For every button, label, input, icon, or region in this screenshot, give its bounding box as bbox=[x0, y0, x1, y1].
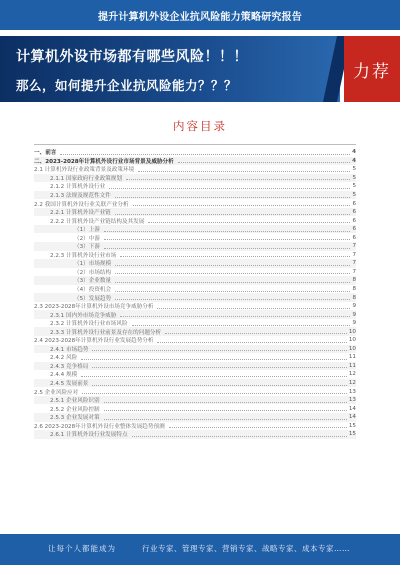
toc-entry-page: 11 bbox=[348, 354, 356, 361]
toc-entry-label: 2.4.5 发展前景 bbox=[50, 381, 89, 388]
toc-entry[interactable] bbox=[34, 302, 356, 311]
toc-entry-page: 9 bbox=[352, 320, 356, 327]
toc-entry-page: 10 bbox=[348, 328, 356, 335]
toc-leader-dots bbox=[120, 256, 350, 257]
toc-entry-label: （4）投资机会 bbox=[74, 287, 112, 294]
toc-entry-page: 8 bbox=[352, 277, 356, 284]
hero-banner bbox=[0, 36, 400, 102]
toc-leader-dots bbox=[104, 248, 351, 249]
toc-entry[interactable] bbox=[34, 362, 356, 371]
report-title-bar bbox=[0, 0, 400, 30]
toc-entry-page: 6 bbox=[352, 200, 356, 207]
toc-entry[interactable] bbox=[34, 336, 356, 345]
toc-entry-label: 2.1.2 计算机外设行业 bbox=[50, 184, 106, 191]
toc-entry-page: 5 bbox=[352, 174, 356, 181]
footer-bar bbox=[0, 534, 400, 565]
toc-entry-label: 2.6.1 计算机外设行业发展特点 bbox=[50, 432, 128, 439]
toc-entry[interactable] bbox=[34, 396, 356, 405]
toc-leader-dots bbox=[115, 214, 351, 215]
toc-entry-page: 6 bbox=[352, 234, 356, 241]
toc-heading: 内容目录 bbox=[173, 119, 227, 133]
toc-divider bbox=[34, 144, 356, 145]
toc-entry[interactable] bbox=[34, 353, 356, 362]
toc-leader-dots bbox=[115, 291, 350, 292]
toc-entry-label: 2.3.2 计算机外设行业市场风险 bbox=[50, 321, 128, 328]
toc-entry[interactable] bbox=[34, 276, 356, 285]
toc-leader-dots bbox=[81, 376, 347, 377]
toc-entry-page: 13 bbox=[348, 388, 356, 395]
toc-entry-label: 2.4.3 竞争格局 bbox=[50, 363, 89, 370]
toc-entry-label: 2.2.3 计算机外设行业市场 bbox=[50, 252, 117, 259]
toc-entry-label: 2.3 2023-2028年计算机外设市场竞争威胁分析 bbox=[34, 304, 154, 311]
toc-entry-label: 2.2 我国计算机外设行业关联产业分析 bbox=[34, 201, 129, 208]
toc-entry[interactable] bbox=[34, 174, 356, 183]
toc-leader-dots bbox=[115, 282, 350, 283]
toc-leader-dots bbox=[115, 273, 350, 274]
toc-entry-page: 15 bbox=[348, 422, 356, 429]
toc-leader-dots bbox=[115, 299, 350, 300]
toc-leader-dots bbox=[115, 265, 350, 266]
toc-entry[interactable] bbox=[34, 199, 356, 208]
hero-subtitle: 那么，如何提升企业抗风险能力？？？ bbox=[16, 78, 238, 93]
toc-entry-label: 2.3.1 国内外市场竞争威胁 bbox=[50, 312, 117, 319]
toc-entry[interactable] bbox=[34, 157, 356, 166]
toc-leader-dots bbox=[115, 197, 351, 198]
toc-entry-page: 12 bbox=[348, 371, 356, 378]
toc-leader-dots bbox=[109, 188, 350, 189]
toc-entry[interactable] bbox=[34, 182, 356, 191]
toc-entry-page: 10 bbox=[348, 337, 356, 344]
toc-entry-label: 2.5.1 企业风险识别 bbox=[50, 398, 100, 405]
toc-entry-label: （2）市场结构 bbox=[74, 269, 112, 276]
recommend-badge: 力荐 bbox=[344, 36, 400, 102]
toc-entry-page: 5 bbox=[352, 192, 356, 198]
toc-entry[interactable] bbox=[34, 242, 356, 251]
toc-leader-dots bbox=[148, 222, 350, 223]
toc-entry[interactable] bbox=[34, 379, 356, 388]
toc-entry-page: 7 bbox=[352, 260, 356, 267]
toc-entry-label: 2.1.3 法规及规范性文件 bbox=[50, 193, 111, 199]
toc-entry[interactable] bbox=[34, 191, 356, 200]
toc-entry-label: （1）市场规模 bbox=[74, 261, 112, 268]
toc-entry-page: 15 bbox=[348, 431, 356, 438]
toc-entry-page: 5 bbox=[352, 166, 356, 173]
toc-entry-label: （5）发展趋势 bbox=[74, 295, 112, 302]
toc-leader-dots bbox=[82, 393, 347, 394]
toc-entry-page: 5 bbox=[352, 183, 356, 190]
toc-leader-dots bbox=[104, 239, 351, 240]
table-of-contents bbox=[34, 148, 356, 439]
toc-entry[interactable] bbox=[34, 251, 356, 260]
toc-entry[interactable] bbox=[34, 225, 356, 234]
toc-entry-page: 6 bbox=[352, 226, 356, 233]
toc-entry-page: 10 bbox=[348, 345, 356, 352]
toc-entry-page: 8 bbox=[352, 294, 356, 301]
toc-leader-dots bbox=[60, 154, 350, 155]
toc-leader-dots bbox=[126, 179, 350, 180]
toc-entry-page: 6 bbox=[352, 209, 356, 216]
toc-leader-dots bbox=[133, 205, 351, 206]
toc-leader-dots bbox=[165, 333, 347, 334]
toc-entry-label: 2.1.1 国家政府行业政策规划 bbox=[50, 175, 122, 182]
toc-leader-dots bbox=[132, 325, 351, 326]
toc-entry-label: （3）企业数量 bbox=[74, 278, 112, 285]
toc-entry-label: 2.6 2023-2028年计算机外设行业整体发展趋势预测 bbox=[34, 423, 165, 430]
toc-leader-dots bbox=[92, 385, 346, 386]
toc-leader-dots bbox=[138, 171, 350, 172]
toc-entry[interactable] bbox=[34, 387, 356, 396]
report-title: 提升计算机外设企业抗风险能力策略研究报告 bbox=[98, 11, 302, 23]
toc-entry[interactable] bbox=[34, 148, 356, 157]
toc-entry-page: 6 bbox=[352, 217, 356, 224]
toc-leader-dots bbox=[120, 316, 350, 317]
toc-entry-label: （1）上游 bbox=[74, 227, 100, 234]
toc-leader-dots bbox=[92, 367, 346, 368]
toc-leader-dots bbox=[169, 427, 347, 428]
toc-leader-dots bbox=[92, 350, 346, 351]
toc-entry-label: 2.2.2 计算机外设产业链结构及其发展 bbox=[50, 218, 145, 225]
toc-entry[interactable] bbox=[34, 430, 356, 439]
toc-entry[interactable] bbox=[34, 404, 356, 413]
toc-entry-label: 2.1 计算机外设行业政策背景及政策环境 bbox=[34, 167, 135, 174]
toc-entry-page: 14 bbox=[348, 405, 356, 412]
toc-leader-dots bbox=[81, 359, 347, 360]
toc-entry-page: 12 bbox=[348, 380, 356, 387]
toc-entry-label: 2.4.4 规模 bbox=[50, 372, 78, 379]
toc-entry-label: 2.4.2 风险 bbox=[50, 355, 78, 362]
toc-entry-page: 7 bbox=[352, 243, 356, 250]
toc-entry-page: 13 bbox=[348, 397, 356, 404]
footer-roles: 行业专家、管理专家、营销专家、战略专家、成本专家…… bbox=[142, 544, 350, 553]
toc-entry[interactable] bbox=[34, 216, 356, 225]
toc-entry-page: 8 bbox=[352, 286, 356, 293]
toc-entry-label: 2.4 2023-2028年计算机外设行业发展趋势分析 bbox=[34, 338, 154, 345]
toc-entry[interactable] bbox=[34, 165, 356, 174]
hero-title: 计算机外设市场都有哪些风险！！！ bbox=[16, 49, 248, 65]
toc-entry-page: 9 bbox=[352, 303, 356, 310]
toc-entry-label: 一、前言 bbox=[34, 150, 57, 157]
toc-entry-label: （2）中游 bbox=[74, 235, 100, 242]
toc-leader-dots bbox=[178, 162, 350, 163]
toc-entry-page: 14 bbox=[348, 414, 356, 421]
toc-entry-label: （3）下游 bbox=[74, 244, 100, 251]
toc-entry-label: 2.5.2 企业风险控制 bbox=[50, 406, 100, 413]
toc-leader-dots bbox=[104, 402, 347, 403]
toc-entry-page: 4 bbox=[352, 157, 356, 164]
footer-slogan: 让每个人都能成为 bbox=[48, 544, 116, 553]
toc-leader-dots bbox=[104, 419, 347, 420]
toc-entry[interactable] bbox=[34, 327, 356, 336]
toc-entry[interactable] bbox=[34, 208, 356, 217]
toc-leader-dots bbox=[104, 410, 347, 411]
toc-leader-dots bbox=[132, 436, 347, 437]
toc-entry[interactable] bbox=[34, 285, 356, 294]
toc-entry-label: 2.5.3 企业发展对策 bbox=[50, 415, 100, 422]
toc-entry[interactable] bbox=[34, 319, 356, 328]
toc-entry-page: 7 bbox=[352, 251, 356, 258]
toc-entry-label: 2.3.3 计算机外设行业前景及存在的问题分析 bbox=[50, 329, 162, 336]
toc-entry-page: 4 bbox=[352, 149, 356, 156]
toc-entry[interactable] bbox=[34, 259, 356, 268]
toc-entry[interactable] bbox=[34, 370, 356, 379]
toc-entry[interactable] bbox=[34, 310, 356, 319]
toc-entry[interactable] bbox=[34, 413, 356, 422]
toc-entry[interactable] bbox=[34, 293, 356, 302]
toc-entry[interactable] bbox=[34, 233, 356, 242]
toc-entry-label: 二、2023-2028年计算机外设行业市场背景及威胁分析 bbox=[34, 158, 174, 165]
toc-entry-page: 9 bbox=[352, 311, 356, 318]
toc-entry-page: 11 bbox=[348, 362, 356, 369]
toc-entry[interactable] bbox=[34, 268, 356, 277]
toc-entry-label: 2.2.1 计算机外设产业链 bbox=[50, 210, 111, 217]
toc-entry-label: 2.4.1 市场趋势 bbox=[50, 346, 89, 353]
toc-entry[interactable] bbox=[34, 345, 356, 354]
toc-entry[interactable] bbox=[34, 422, 356, 431]
toc-entry-page: 7 bbox=[352, 268, 356, 275]
toc-leader-dots bbox=[104, 231, 351, 232]
toc-leader-dots bbox=[157, 342, 346, 343]
toc-leader-dots bbox=[157, 308, 350, 309]
toc-entry-label: 2.5 企业风险应对 bbox=[34, 389, 79, 396]
